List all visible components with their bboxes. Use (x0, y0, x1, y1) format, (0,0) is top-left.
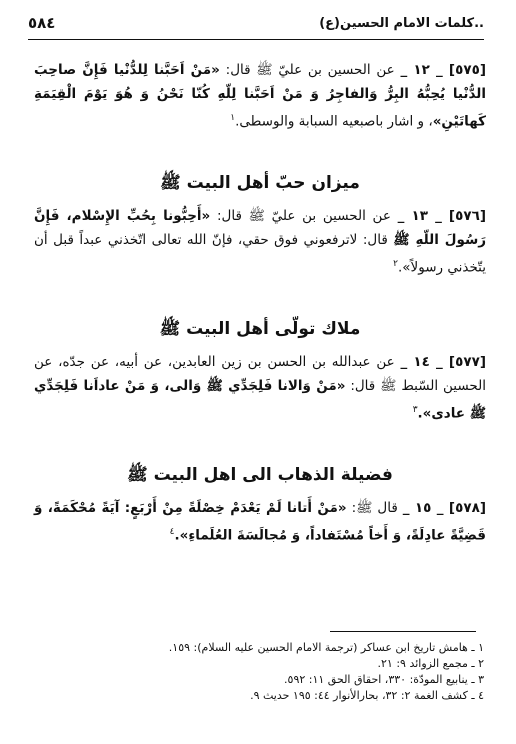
hadith-tail: ، و اشار باصبعيه السبابة والوسطى. (235, 113, 433, 130)
section-heading: ميزان حبّ أهل البيت ﷺ (160, 173, 360, 193)
running-title: ..كلمات الامام الحسين(ع) (319, 16, 484, 31)
footnote-2: ٢ ـ مجمع الزوائد ٩: ٢١. (377, 657, 484, 670)
hadith-number: [٥٧٥] _ ١٢ _ (400, 62, 486, 78)
hadith-quote: «مَنْ اَحَبَّنا لِلدُّنْيا فَإِنَّ صاحِبَ الدُّنْيا يُحِبُّهُ البِرُّ وَالفاجِرُ وَ مَنْ اَحَبَّنا لِلّهِ كُنّا نَحْنُ وَ هُوَ يَوْمَ الْقِيَمَةِ كَهاتَيْنِ» (34, 62, 486, 130)
hadith-quote: «أَحِبُّونا بِحُبِّ الإِسْلام، فَإِنَّ رَسُولَ اللّهِ ﷺ (34, 208, 486, 248)
section-heading: فضيلة الذهاب الى اهل البيت ﷺ (127, 465, 393, 485)
hadith-intro: عن الحسين بن عليّ ﷺ قال: (217, 208, 391, 224)
footnote-3: ٣ ـ ينابيع المودّة: ٣٣٠، احقاق الحق ١١: ٥٩٢. (284, 673, 484, 686)
section-heading: ملاك تولّى أهل البيت ﷺ (159, 319, 361, 339)
hadith-number: [٥٧٧] _ ١٤ _ (400, 354, 487, 370)
hadith-575 (34, 58, 486, 134)
footnote-ref: ٣ (412, 405, 418, 415)
hadith-intro: عن عبدالله بن الحسن بن زين العابدين، عن أبيه، عن جدّه، عن الحسين السّبط ﷺ قال: (34, 354, 487, 394)
running-header (28, 14, 484, 40)
hadith-number: [٥٧٦] _ ١٣ _ (397, 208, 487, 224)
hadith-tail: قال: لاترفعوني فوق حقي، فإنّ الله تعالى اتّخذني عبداً قبل أن يتّخذني رسولاً». (34, 232, 486, 276)
footnote-rule (330, 631, 476, 632)
hadith-intro: قال ﷺ: (351, 500, 398, 516)
hadith-intro: عن الحسين بن عليّ ﷺ قال: (225, 62, 395, 78)
hadith-quote: «مَنْ وَالانا فَلِجَدِّي ﷺ وَالى، وَ مَنْ عاداَنا فَلِجَدِّي ﷺ عادى». (34, 378, 486, 422)
hadith-577 (34, 350, 486, 426)
footnotes (40, 640, 484, 704)
footnote-ref: ٤ (169, 527, 175, 537)
footnote-1: ١ ـ هامش تاريخ ابن عساكر (ترجمة الامام الحسين عليه السلام): ١٥٩. (168, 641, 484, 654)
header-rule (28, 39, 484, 40)
hadith-number: [٥٧٨] _ ١٥ _ (402, 500, 486, 516)
page-number: ٥٨٤ (28, 14, 56, 32)
footnote-ref: ٢ (393, 259, 398, 269)
hadith-quote: «مَنْ أَتانا لَمْ يَعْدَمْ خِصْلَةً مِنْ أَرْبَعٍ: آيَةً مُحْكَمَةً، وَ قَضِيَّةً عادِلَةً، وَ أَخاً مُسْتَفاداً، وَ مُجالَسَةَ العُلَماءِ». (34, 500, 486, 544)
hadith-578 (34, 496, 486, 548)
hadith-576 (34, 204, 486, 280)
footnote-ref: ١ (230, 113, 236, 123)
footnote-4: ٤ ـ كشف الغمة ٢: ٣٢، بحارالأنوار ٤٤: ١٩٥ حديث ٩. (250, 689, 484, 702)
